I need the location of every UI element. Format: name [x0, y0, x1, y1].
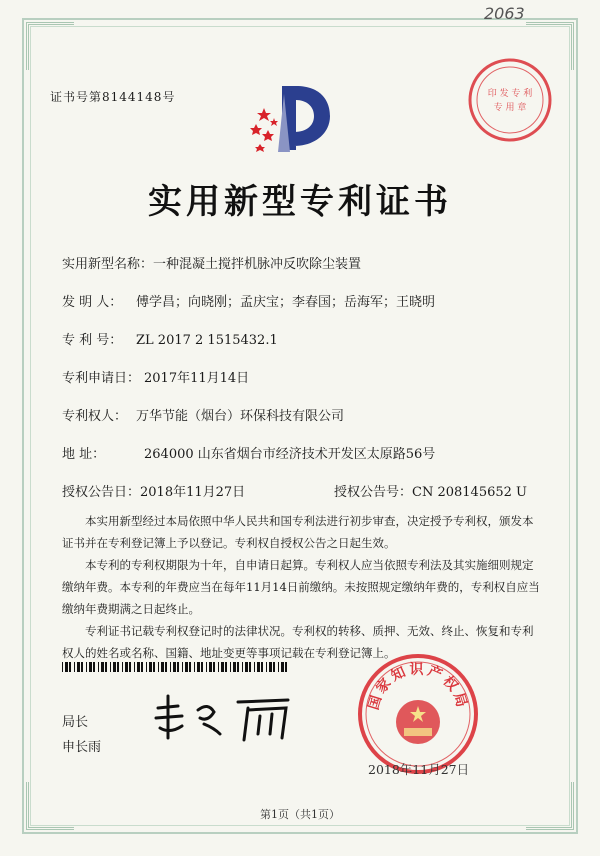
- field-value: 万华节能（烟台）环保科技有限公司: [136, 409, 345, 424]
- patentee-row: [62, 405, 344, 424]
- svg-text:专 用 章: 专 用 章: [493, 103, 527, 113]
- seal-text: 国家知识产权局: [365, 662, 471, 712]
- field-label: 授权公告日：: [62, 485, 141, 500]
- svg-text:印 发 专 利: 印 发 专 利: [487, 89, 533, 99]
- filing-date-row: [62, 367, 249, 386]
- barcode: [62, 662, 290, 672]
- director-name: 申长雨: [62, 740, 102, 755]
- utility-model-name-row: [62, 253, 361, 272]
- field-value: 傅学昌；向晓刚；孟庆宝；李春国；岳海军；王晓明: [136, 295, 436, 310]
- field-label: 地 址：: [62, 447, 106, 462]
- field-value: 2017年11月14日: [144, 371, 250, 386]
- field-value: ZL 2017 2 1515432.1: [136, 333, 278, 348]
- field-label: 专 利 号：: [62, 333, 123, 348]
- issue-date: 2018年11月27日: [368, 762, 470, 777]
- certificate-number: 证书号第8144148号: [50, 90, 176, 104]
- director-title: 局长: [62, 715, 89, 730]
- field-label: 实用新型名称：: [62, 257, 154, 272]
- state-ip-office-seal: [354, 650, 482, 778]
- notice-paragraph: 本专利的专利权期限为十年，自申请日起算。专利权人应当依照专利法及其实施细则规定缴纳年费。本专利的年费应当在每年11月14日前缴纳。未按照规定缴纳年费的，专利权自应当缴纳年费期满之日起终止。: [62, 558, 540, 616]
- grant-number-row: [334, 481, 527, 500]
- address-row: [62, 443, 435, 462]
- grant-date-row: [62, 481, 245, 500]
- field-value: 264000 山东省烟台市经济技术开发区太原路56号: [144, 447, 436, 462]
- patent-office-logo: [244, 72, 340, 162]
- handwritten-note: 2063: [484, 4, 525, 23]
- inventor-row: [62, 291, 435, 310]
- field-label: 发 明 人：: [62, 295, 123, 310]
- patent-number-row: [62, 329, 278, 348]
- field-label: 专利申请日：: [62, 371, 141, 386]
- certificate-title: 实用新型专利证书: [148, 182, 452, 222]
- notice-paragraph: 本实用新型经过本局依照中华人民共和国专利法进行初步审查，决定授予专利权，颁发本证书并在专利登记簿上予以登记。专利权自授权公告之日起生效。: [62, 514, 534, 550]
- field-value: 2018年11月27日: [140, 485, 246, 500]
- notice-paragraph: 专利证书记载专利权登记时的法律状况。专利权的转移、质押、无效、终止、恢复和专利权人的姓名或名称、国籍、地址变更等事项记载在专利登记簿上。: [62, 624, 534, 660]
- field-label: 专利权人：: [62, 409, 128, 424]
- field-label: 授权公告号：: [334, 485, 413, 500]
- corner-ornament: [26, 22, 74, 70]
- field-value: 一种混凝土搅拌机脉冲反吹除尘装置: [153, 257, 362, 272]
- official-seal-top: [466, 56, 554, 144]
- page-footer: 第1页（共1页）: [260, 808, 340, 821]
- field-value: CN 208145652 U: [412, 485, 527, 500]
- handwritten-signature: [148, 688, 308, 748]
